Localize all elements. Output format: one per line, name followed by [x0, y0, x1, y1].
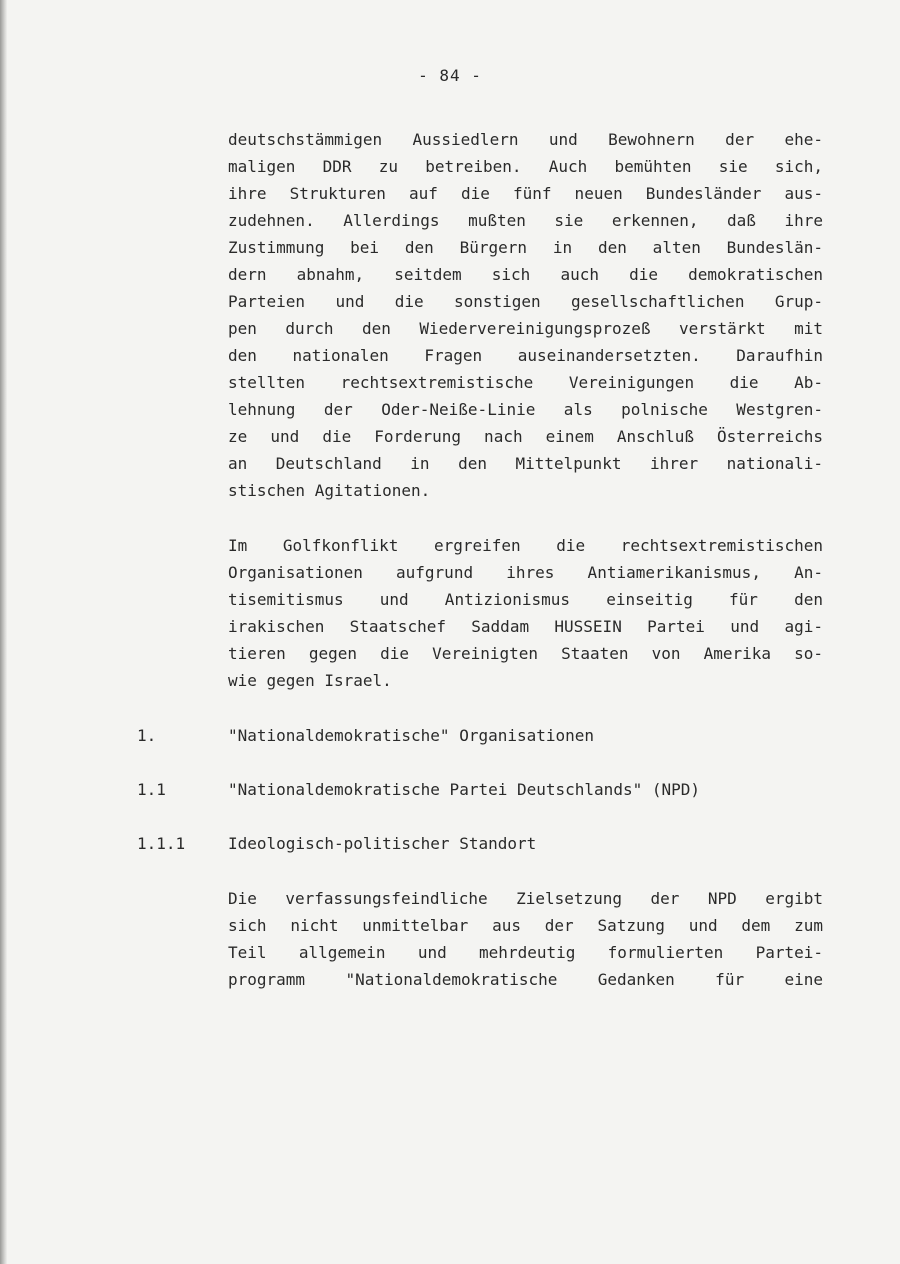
text-line: den nationalen Fragen auseinandersetzten. Daraufhin: [228, 346, 823, 365]
text-line: tieren gegen die Vereinigten Staaten von Amerika so-: [228, 644, 823, 663]
text-line: ze und die Forderung nach einem Anschluß Österreichs: [228, 427, 823, 446]
text-line: sich nicht unmittelbar aus der Satzung und dem zum: [228, 916, 823, 935]
text-line: stellten rechtsextremistische Vereinigungen die Ab-: [228, 373, 823, 392]
text-line: Parteien und die sonstigen gesellschaftlichen Grup-: [228, 292, 823, 311]
paragraph-2: [228, 532, 823, 694]
text-line: irakischen Staatschef Saddam HUSSEIN Partei und agi-: [228, 617, 823, 636]
text-line: lehnung der Oder-Neiße-Linie als polnische Westgren-: [228, 400, 823, 419]
paragraph-3: [228, 885, 823, 993]
section-heading-1: [0, 722, 900, 749]
text-line: tisemitismus und Antizionismus einseitig für den: [228, 590, 823, 609]
text-line: Organisationen aufgrund ihres Antiamerikanismus, An-: [228, 563, 823, 582]
section-number: 1.1.1: [137, 834, 186, 853]
section-title: Ideologisch-politischer Standort: [228, 834, 537, 853]
text-line: dern abnahm, seitdem sich auch die demokratischen: [228, 265, 823, 284]
text-line: Die verfassungsfeindliche Zielsetzung der NPD ergibt: [228, 889, 823, 908]
text-line: deutschstämmigen Aussiedlern und Bewohnern der ehe-: [228, 130, 823, 149]
section-number: 1.: [137, 726, 157, 745]
text-line: pen durch den Wiedervereinigungsprozeß verstärkt mit: [228, 319, 823, 338]
section-number: 1.1: [137, 780, 166, 799]
paragraph-1: [228, 126, 823, 504]
section-heading-1-1-1: [0, 830, 900, 857]
text-line: stischen Agitationen.: [228, 481, 431, 500]
page-number: - 84 -: [418, 66, 482, 85]
text-line: maligen DDR zu betreiben. Auch bemühten sie sich,: [228, 157, 823, 176]
text-line: ihre Strukturen auf die fünf neuen Bundesländer aus-: [228, 184, 823, 203]
section-title: "Nationaldemokratische Partei Deutschlands" (NPD): [228, 780, 701, 799]
text-line: Teil allgemein und mehrdeutig formulierten Partei-: [228, 943, 823, 962]
section-title: "Nationaldemokratische" Organisationen: [228, 726, 595, 745]
text-line: an Deutschland in den Mittelpunkt ihrer nationali-: [228, 454, 823, 473]
text-line: programm "Nationaldemokratische Gedanken für eine: [228, 970, 823, 989]
text-line: zudehnen. Allerdings mußten sie erkennen, daß ihre: [228, 211, 823, 230]
text-line: Im Golfkonflikt ergreifen die rechtsextremistischen: [228, 536, 823, 555]
text-line: Zustimmung bei den Bürgern in den alten Bundeslän-: [228, 238, 823, 257]
text-line: wie gegen Israel.: [228, 671, 392, 690]
section-heading-1-1: [0, 776, 900, 803]
